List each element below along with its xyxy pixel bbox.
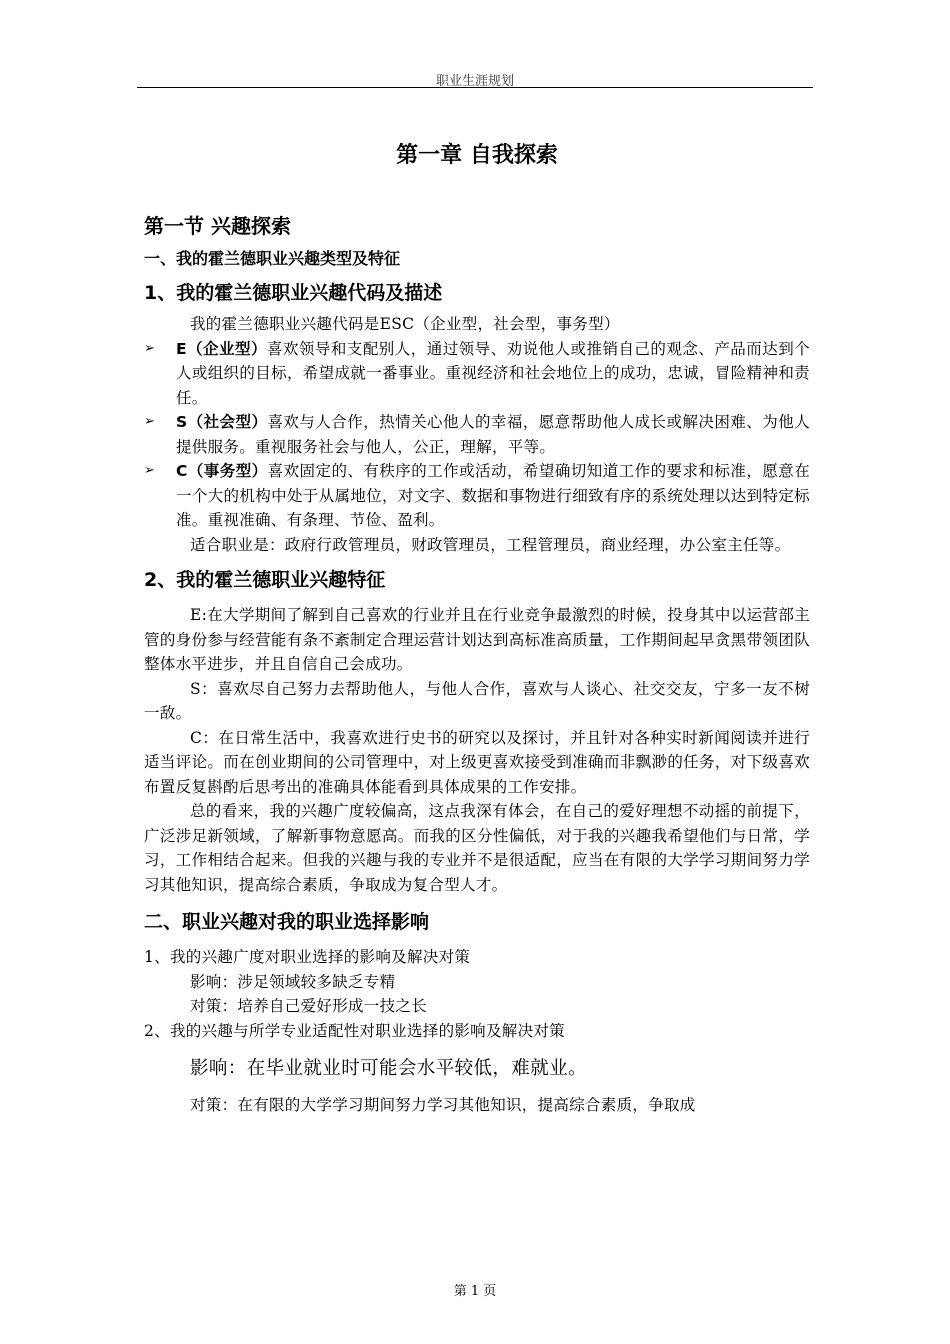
bullet-text: 喜欢与人合作，热情关心他人的幸福，愿意帮助他人成长或解决困难、为他人提供服务。重视服务社会与他人，公正，理解，平等。 [176, 413, 810, 456]
bullet-text: 喜欢固定的、有秩序的工作或活动，希望确切知道工作的要求和标准，愿意在一个大的机构中处于从属地位，对文字、数据和事物进行细致有序的系统处理以达到特定标准。重视准确、有条理、节俭、盈利。 [176, 462, 810, 529]
bullet-label: C（事务型） [176, 462, 268, 480]
page-header: 职业生涯规划 [435, 74, 514, 89]
list-item-plan: 对策：培养自己爱好形成一技之长 [190, 997, 428, 1015]
holland-code-line: 我的霍兰德职业兴趣代码是ESC（企业型，社会型，事务型） [190, 315, 620, 333]
heading-holland-traits: 2、我的霍兰德职业兴趣特征 [144, 569, 386, 591]
bullet-label: S（社会型） [176, 413, 268, 431]
bullet-conventional [144, 459, 810, 533]
bullet-text: 喜欢领导和支配别人，通过领导、劝说他人或推销自己的观念、产品而达到个人或组织的目标，希望成就一番事业。重视经济和社会地位上的成功，忠诚，冒险精神和责任。 [176, 339, 810, 407]
section-title: 第一节 兴趣探索 [144, 214, 291, 238]
arrow-bullet-icon: ➢ [144, 463, 156, 478]
heading-holland-code: 1、我的霍兰德职业兴趣代码及描述 [144, 282, 443, 304]
trait-paragraph-c: C：在日常生活中，我喜欢进行史书的研究以及探讨，并且针对各种实时新闻阅读并进行适当评论。而在创业期间的公司管理中，对上级更喜欢接受到准确而非飘渺的任务，对下级喜欢布置反复斟酌后思考出的准确具体能看到具体成果的工作安排。 [144, 728, 810, 796]
list-item: 1、我的兴趣广度对职业选择的影响及解决对策 [144, 948, 471, 966]
subsection-title: 一、我的霍兰德职业兴趣类型及特征 [144, 249, 401, 268]
arrow-bullet-icon: ➢ [144, 414, 156, 429]
header-divider [137, 87, 813, 88]
page-number: 第 1 页 [453, 1284, 497, 1299]
chapter-title: 第一章 自我探索 [396, 143, 558, 168]
list-item: 2、我的兴趣与所学专业适配性对职业选择的影响及解决对策 [144, 1021, 565, 1040]
document-body [144, 128, 810, 1118]
section2-title: 二、职业兴趣对我的职业选择影响 [144, 911, 430, 933]
trait-paragraph-e: E:在大学期间了解到自己喜欢的行业并且在行业竞争最激烈的时候，投身其中以运营部主管的身份参与经营能有条不紊制定合理运营计划达到高标准高质量，工作期间起早贪黑带领团队整体水平进步，并且自信自己会成功。 [144, 606, 810, 673]
list-item-effect: 影响：涉足领域较多缺乏专精 [190, 972, 396, 991]
suitable-careers: 适合职业是：政府行政管理员，财政管理员，工程管理员，商业经理，办公室主任等。 [190, 535, 791, 554]
list-item-effect: 影响：在毕业就业时可能会水平较低，难就业。 [190, 1058, 587, 1079]
trait-paragraph-s: S：喜欢尽自己努力去帮助他人，与他人合作，喜欢与人谈心、社交交友，宁多一友不树一敌。 [144, 679, 810, 722]
trait-paragraph-summary: 总的看来，我的兴趣广度较偏高，这点我深有体会，在自己的爱好理想不动摇的前提下，广泛涉足新领域，了解新事物意愿高。而我的区分性偏低，对于我的兴趣我希望他们与日常，学习，工作相结合起来。但我的兴趣与我的专业并不是很适配，应当在有限的大学学习期间努力学习其他知识，提高综合素质，争取成为复合型人才。 [144, 802, 810, 894]
arrow-bullet-icon: ➢ [144, 340, 156, 356]
bullet-enterprising [144, 337, 810, 411]
bullet-label: E（企业型） [176, 339, 267, 358]
list-item-plan: 对策：在有限的大学学习期间努力学习其他知识，提高综合素质，争取成 [190, 1096, 696, 1114]
bullet-social [144, 410, 810, 459]
